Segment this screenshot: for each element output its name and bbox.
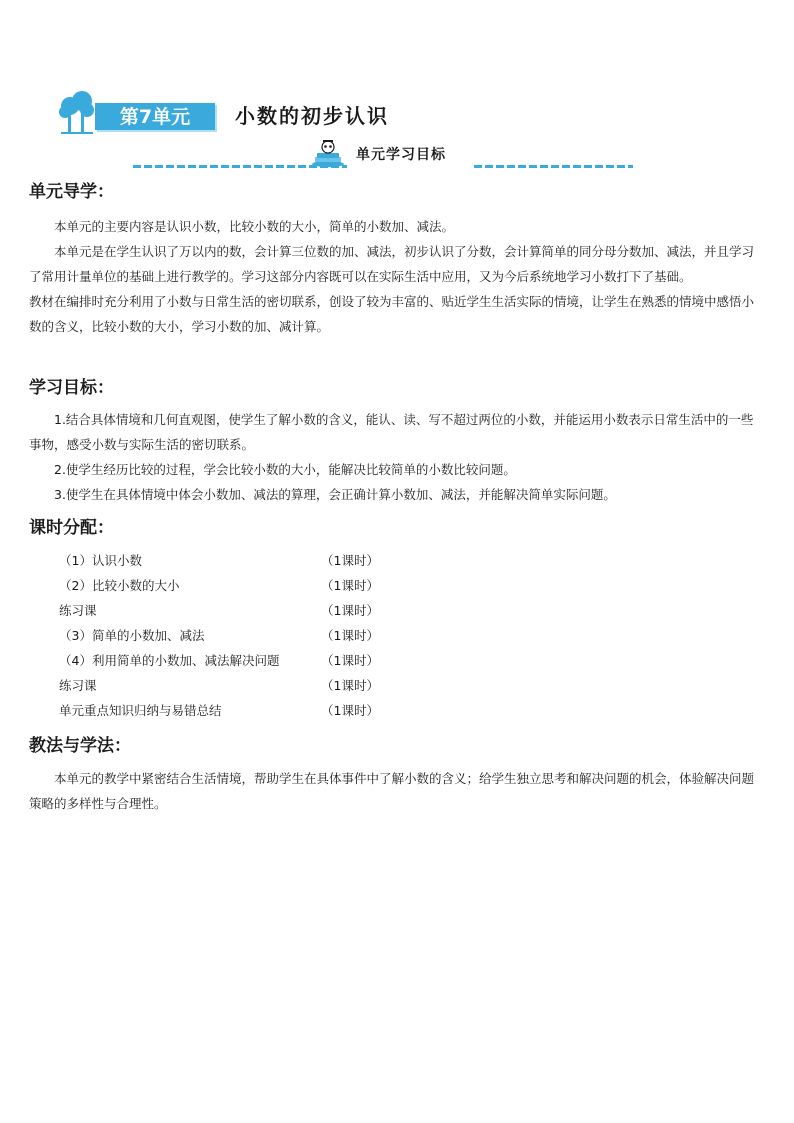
section-title-guide: 单元导学： [29, 182, 114, 202]
schedule-item [59, 598, 794, 623]
schedule-item-hours: （1课时） [321, 678, 379, 693]
schedule-item-name: （4）利用简单的小数加、减法解决问题 [59, 653, 280, 668]
schedule-item-name: （3）简单的小数加、减法 [59, 628, 205, 643]
unit-badge-label: 第7单元 [119, 106, 191, 128]
guide-body [29, 214, 765, 339]
schedule-item-name: 单元重点知识归纳与易错总结 [59, 703, 222, 718]
schedule-item [59, 548, 794, 573]
goal-item: 3.使学生在具体情境中体会小数加、减法的算理，会正确计算小数加、减法，并能解决简单实际问题。 [54, 487, 616, 502]
goal-item: 1.结合具体情境和几何直观图，使学生了解小数的含义，能认、读、写不超过两位的小数，并能运用小数表示日常生活中的一些事物，感受小数与实际生活的密切联系。 [29, 412, 754, 452]
schedule-item-name: （2）比较小数的大小 [59, 578, 180, 593]
guide-paragraph: 本单元是在学生认识了万以内的数，会计算三位数的加、减法，初步认识了分数，会计算简单的同分母分数加、减法，并且学习了常用计量单位的基础上进行教学的。学习这部分内容既可以在实际生活中应用，又为今后系统地学习小数打下了基础。 [29, 244, 755, 284]
schedule-item-name: 练习课 [59, 603, 97, 618]
schedule-item [59, 648, 794, 673]
methods-body [29, 766, 765, 816]
schedule-item [59, 698, 794, 723]
guide-paragraph: 本单元的主要内容是认识小数，比较小数的大小，简单的小数加、减法。 [54, 219, 455, 234]
goals-body [29, 407, 765, 507]
schedule-item [59, 623, 794, 648]
schedule-item-hours: （1课时） [321, 553, 379, 568]
unit-header [57, 88, 637, 136]
schedule-item-name: （1）认识小数 [59, 553, 142, 568]
schedule-item-hours: （1课时） [321, 578, 379, 593]
schedule-item-name: 练习课 [59, 678, 97, 693]
book-owl-icon [311, 140, 345, 168]
schedule-item [59, 673, 794, 698]
schedule-item-hours: （1课时） [321, 703, 379, 718]
subheader [133, 142, 633, 170]
schedule-item [59, 573, 794, 598]
subheader-label: 单元学习目标 [356, 147, 446, 163]
section-title-goals: 学习目标： [29, 378, 114, 398]
schedule-item-hours: （1课时） [321, 628, 379, 643]
guide-paragraph: 教材在编排时充分利用了小数与日常生活的密切联系，创设了较为丰富的、贴近学生生活实际的情境，让学生在熟悉的情境中感悟小数的含义，比较小数的大小，学习小数的加、减计算。 [29, 294, 755, 334]
section-title-schedule: 课时分配： [29, 518, 114, 538]
goal-item: 2.使学生经历比较的过程，学会比较小数的大小，能解决比较简单的小数比较问题。 [54, 462, 516, 477]
unit-title: 小数的初步认识 [235, 104, 389, 128]
unit-badge [95, 103, 215, 130]
schedule-item-hours: （1课时） [321, 603, 379, 618]
schedule-item-hours: （1课时） [321, 653, 379, 668]
section-title-methods: 教法与学法： [29, 736, 131, 756]
methods-paragraph: 本单元的教学中紧密结合生活情境，帮助学生在具体事件中了解小数的含义；给学生独立思考和解决问题的机会，体验解决问题策略的多样性与合理性。 [29, 771, 755, 811]
tree-icon [57, 90, 97, 134]
schedule-list [29, 548, 794, 723]
